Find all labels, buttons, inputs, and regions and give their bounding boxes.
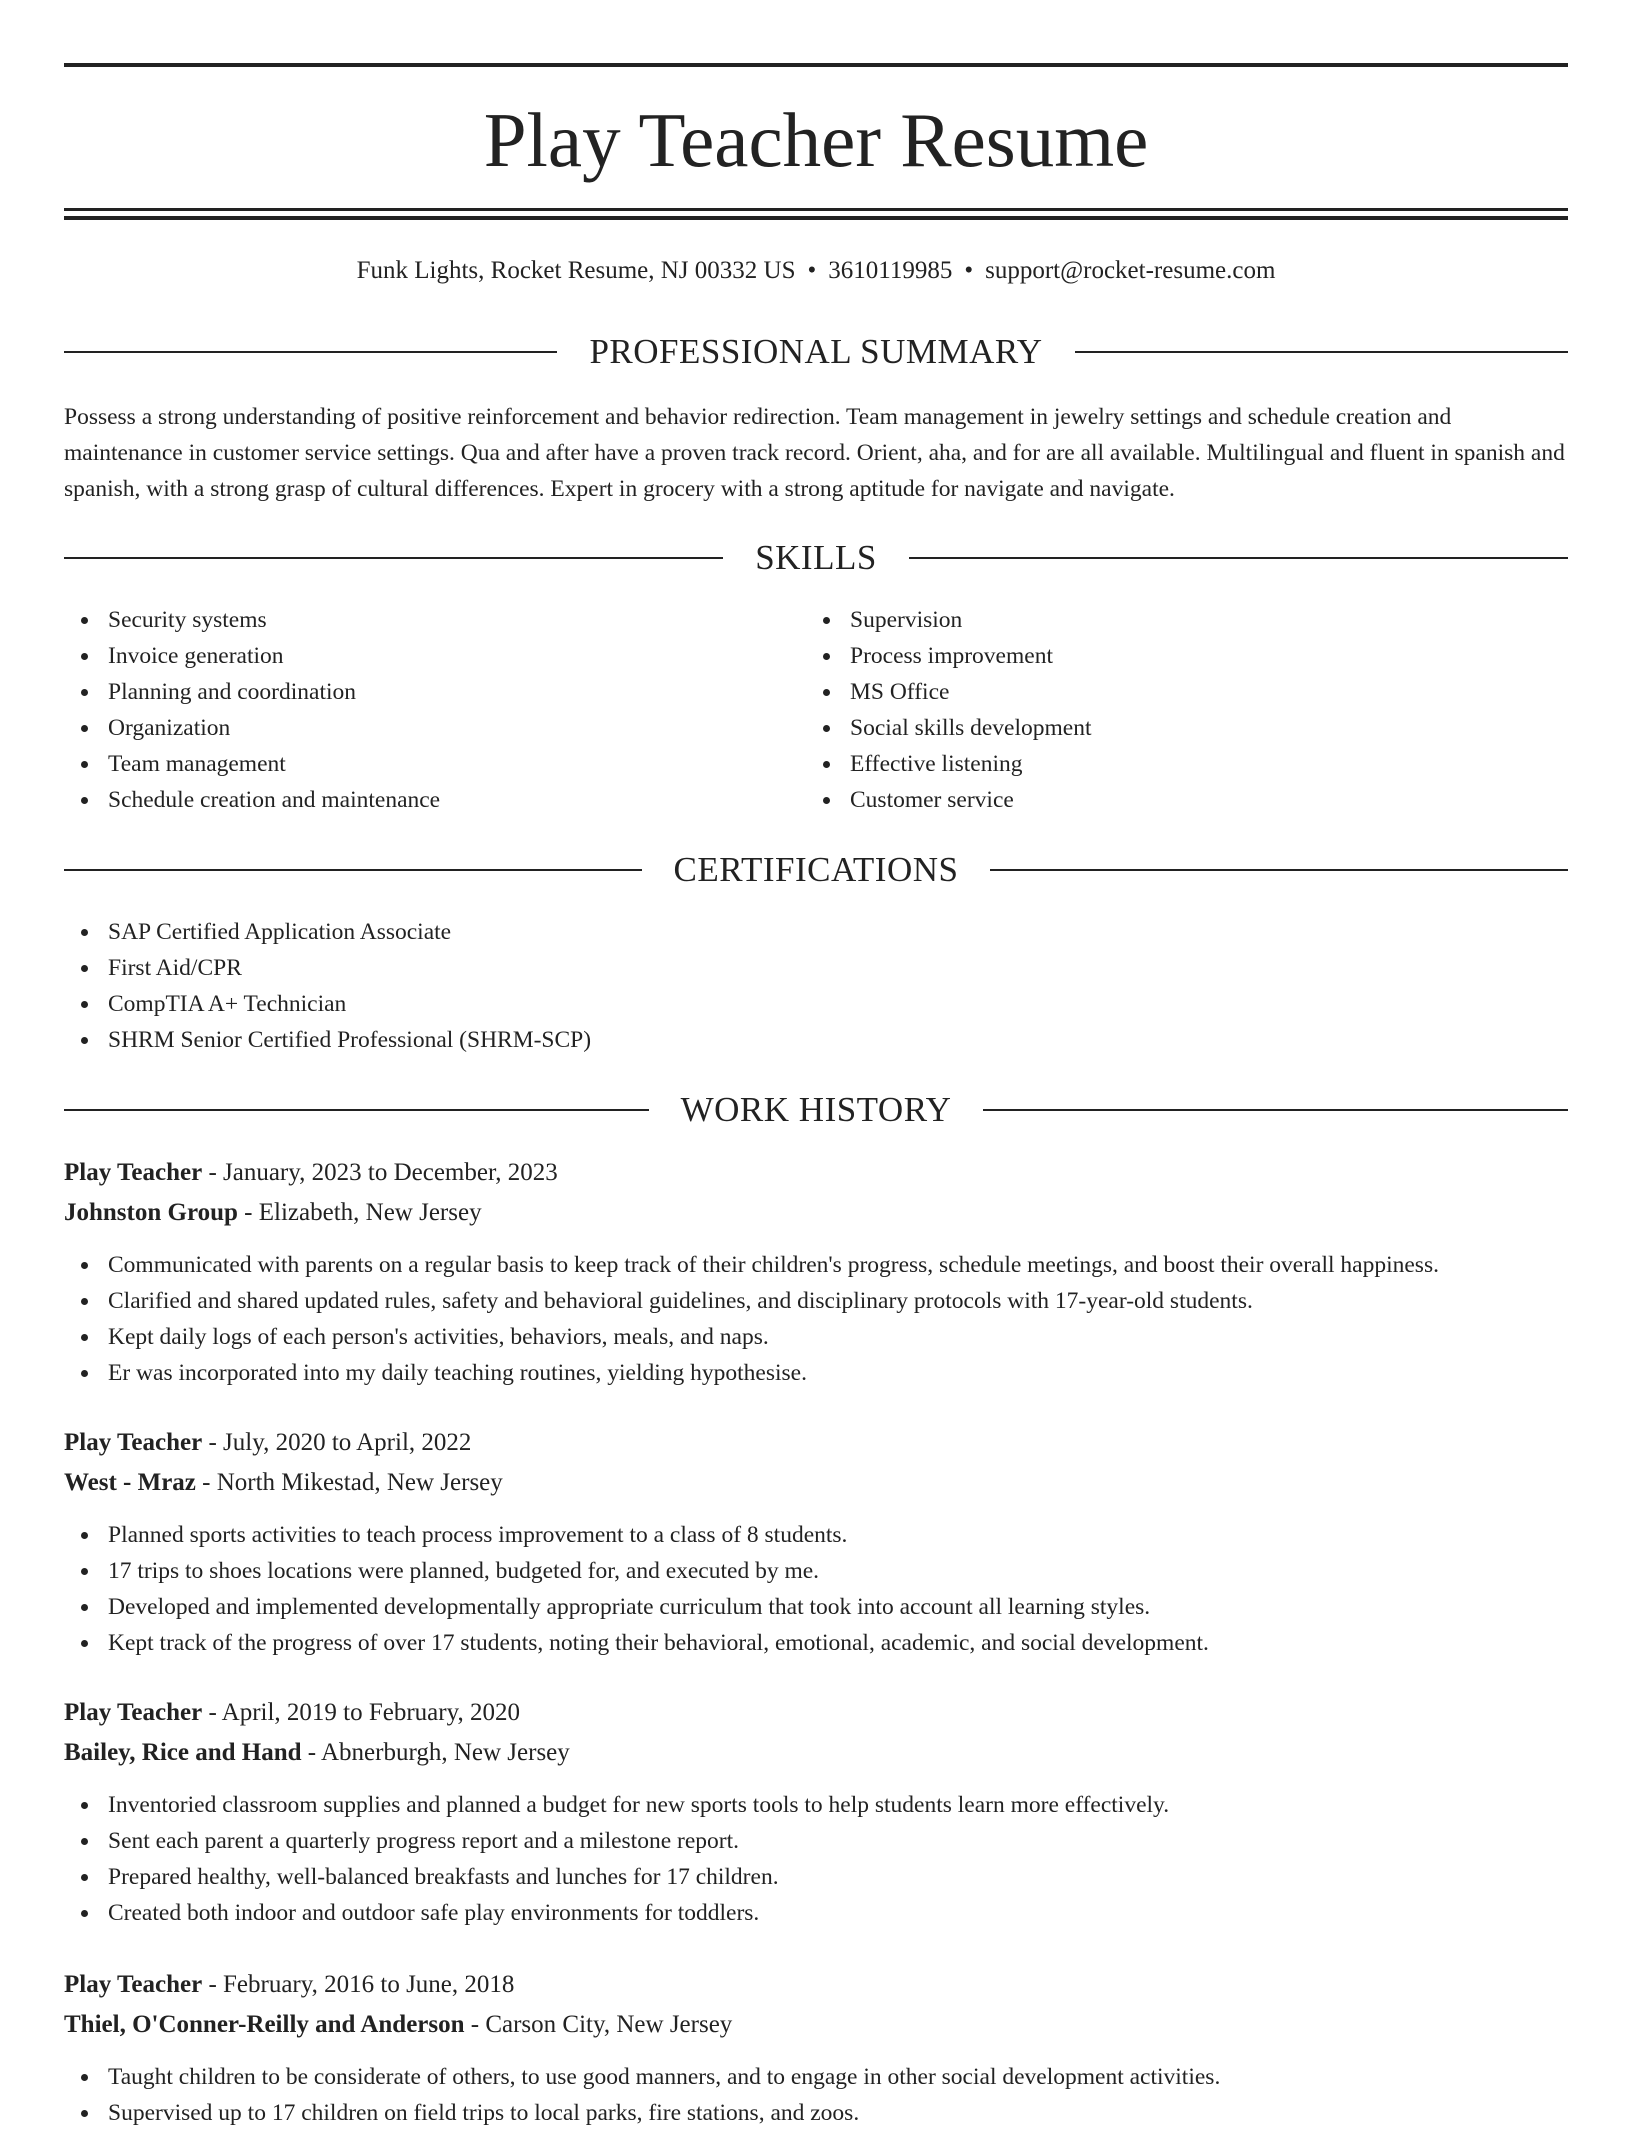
contact-separator: • bbox=[964, 257, 974, 284]
divider bbox=[990, 869, 1568, 871]
job-title-line bbox=[64, 1423, 1568, 1463]
job-duty: Inventoried classroom supplies and planned a budget for new sports tools to help students learn more effectively. bbox=[64, 1787, 1568, 1823]
contact-phone: 3610119985 bbox=[828, 257, 953, 284]
divider bbox=[64, 1109, 649, 1111]
certification-item: SHRM Senior Certified Professional (SHRM-SCP) bbox=[64, 1022, 1568, 1058]
job-company: West - Mraz bbox=[64, 1469, 196, 1496]
certifications-list bbox=[64, 914, 1568, 1058]
job-entry bbox=[64, 1965, 1568, 2131]
job-duty: Planned sports activities to teach process improvement to a class of 8 students. bbox=[64, 1517, 1568, 1553]
section-title: SKILLS bbox=[755, 538, 877, 577]
section-title: WORK HISTORY bbox=[680, 1090, 952, 1129]
job-title-line bbox=[64, 1153, 1568, 1193]
job-title: Play Teacher bbox=[64, 1429, 203, 1456]
job-duties bbox=[64, 1787, 1568, 1931]
job-title: Play Teacher bbox=[64, 1159, 203, 1186]
skill-item: Social skills development bbox=[806, 710, 1546, 746]
skill-item: MS Office bbox=[806, 674, 1546, 710]
job-duty: Communicated with parents on a regular basis to keep track of their children's progress, schedule meetings, and boost their overall happiness. bbox=[64, 1247, 1568, 1283]
certification-item: CompTIA A+ Technician bbox=[64, 986, 1568, 1022]
job-company-line bbox=[64, 1193, 1568, 1233]
skill-item: Supervision bbox=[806, 602, 1546, 638]
job-duty: Prepared healthy, well-balanced breakfasts and lunches for 17 children. bbox=[64, 1859, 1568, 1895]
job-location: - North Mikestad, New Jersey bbox=[195, 1469, 503, 1496]
section-heading-work-history bbox=[64, 1088, 1568, 1132]
summary-text: Possess a strong understanding of positive reinforcement and behavior redirection. Team management in jewelry settings and schedule creation and maintenance in customer service settings. Qua and after have a proven track record. Orient, aha, and for are all available. Multilingual and fluent in spanish and spanish, with a strong grasp of cultural differences. Expert in grocery with a strong aptitude for navigate and navigate. bbox=[64, 404, 1565, 502]
skills-list-left bbox=[64, 602, 804, 818]
job-company-line bbox=[64, 1733, 1568, 1773]
skill-item: Organization bbox=[64, 710, 804, 746]
divider bbox=[1075, 351, 1568, 353]
job-company-line bbox=[64, 2005, 1568, 2045]
title-rule-lower bbox=[64, 216, 1568, 220]
job-entry bbox=[64, 1423, 1568, 1661]
job-dates: - April, 2019 to February, 2020 bbox=[202, 1699, 520, 1726]
job-dates: - January, 2023 to December, 2023 bbox=[202, 1159, 558, 1186]
job-duty: Kept daily logs of each person's activities, behaviors, meals, and naps. bbox=[64, 1319, 1568, 1355]
skill-item: Customer service bbox=[806, 782, 1546, 818]
section-heading-skills bbox=[64, 536, 1568, 580]
job-duties bbox=[64, 1517, 1568, 1661]
skill-item: Effective listening bbox=[806, 746, 1546, 782]
job-company: Thiel, O'Conner-Reilly and Anderson bbox=[64, 2011, 465, 2038]
job-duty: Created both indoor and outdoor safe play environments for toddlers. bbox=[64, 1895, 1568, 1931]
page-title: Play Teacher Resume bbox=[483, 97, 1149, 183]
skill-item: Security systems bbox=[64, 602, 804, 638]
top-rule bbox=[64, 63, 1568, 67]
job-duty: Clarified and shared updated rules, safety and behavioral guidelines, and disciplinary protocols with 17-year-old students. bbox=[64, 1283, 1568, 1319]
skills-list-right bbox=[806, 602, 1546, 818]
divider bbox=[64, 351, 557, 353]
section-title: CERTIFICATIONS bbox=[673, 850, 959, 889]
divider bbox=[909, 557, 1568, 559]
job-duty: Er was incorporated into my daily teaching routines, yielding hypothesise. bbox=[64, 1355, 1568, 1391]
job-location: - Abnerburgh, New Jersey bbox=[301, 1739, 570, 1766]
job-company: Johnston Group bbox=[64, 1199, 238, 1226]
job-dates: - February, 2016 to June, 2018 bbox=[202, 1971, 515, 1998]
job-location: - Elizabeth, New Jersey bbox=[237, 1199, 482, 1226]
job-duty: Taught children to be considerate of others, to use good manners, and to engage in other social development activities. bbox=[64, 2059, 1568, 2095]
job-title-line bbox=[64, 1965, 1568, 2005]
divider bbox=[64, 869, 642, 871]
certification-item: First Aid/CPR bbox=[64, 950, 1568, 986]
job-location: - Carson City, New Jersey bbox=[464, 2011, 733, 2038]
skill-item: Schedule creation and maintenance bbox=[64, 782, 804, 818]
section-title: PROFESSIONAL SUMMARY bbox=[589, 332, 1043, 371]
job-entry bbox=[64, 1153, 1568, 1391]
job-title-line bbox=[64, 1693, 1568, 1733]
skill-item: Team management bbox=[64, 746, 804, 782]
job-duties bbox=[64, 1247, 1568, 1391]
job-title: Play Teacher bbox=[64, 1699, 203, 1726]
section-heading-certifications bbox=[64, 848, 1568, 892]
job-entry bbox=[64, 1693, 1568, 1931]
divider bbox=[983, 1109, 1568, 1111]
job-company-line bbox=[64, 1463, 1568, 1503]
contact-address: Funk Lights, Rocket Resume, NJ 00332 US bbox=[356, 257, 796, 284]
contact-separator: • bbox=[807, 257, 817, 284]
skill-item: Planning and coordination bbox=[64, 674, 804, 710]
job-duty: 17 trips to shoes locations were planned, budgeted for, and executed by me. bbox=[64, 1553, 1568, 1589]
job-duty: Supervised up to 17 children on field trips to local parks, fire stations, and zoos. bbox=[64, 2095, 1568, 2131]
job-title: Play Teacher bbox=[64, 1971, 203, 1998]
skill-item: Process improvement bbox=[806, 638, 1546, 674]
job-duty: Kept track of the progress of over 17 students, noting their behavioral, emotional, academic, and social development. bbox=[64, 1625, 1568, 1661]
certification-item: SAP Certified Application Associate bbox=[64, 914, 1568, 950]
title-rule-upper bbox=[64, 208, 1568, 211]
skill-item: Invoice generation bbox=[64, 638, 804, 674]
job-duty: Sent each parent a quarterly progress report and a milestone report. bbox=[64, 1823, 1568, 1859]
divider bbox=[64, 557, 723, 559]
contact-email: support@rocket-resume.com bbox=[985, 257, 1276, 284]
job-duties bbox=[64, 2059, 1568, 2131]
job-company: Bailey, Rice and Hand bbox=[64, 1739, 302, 1766]
section-heading-summary bbox=[64, 330, 1568, 374]
job-dates: - July, 2020 to April, 2022 bbox=[202, 1429, 472, 1456]
contact-line bbox=[64, 254, 1568, 288]
job-duty: Developed and implemented developmentally appropriate curriculum that took into account all learning styles. bbox=[64, 1589, 1568, 1625]
